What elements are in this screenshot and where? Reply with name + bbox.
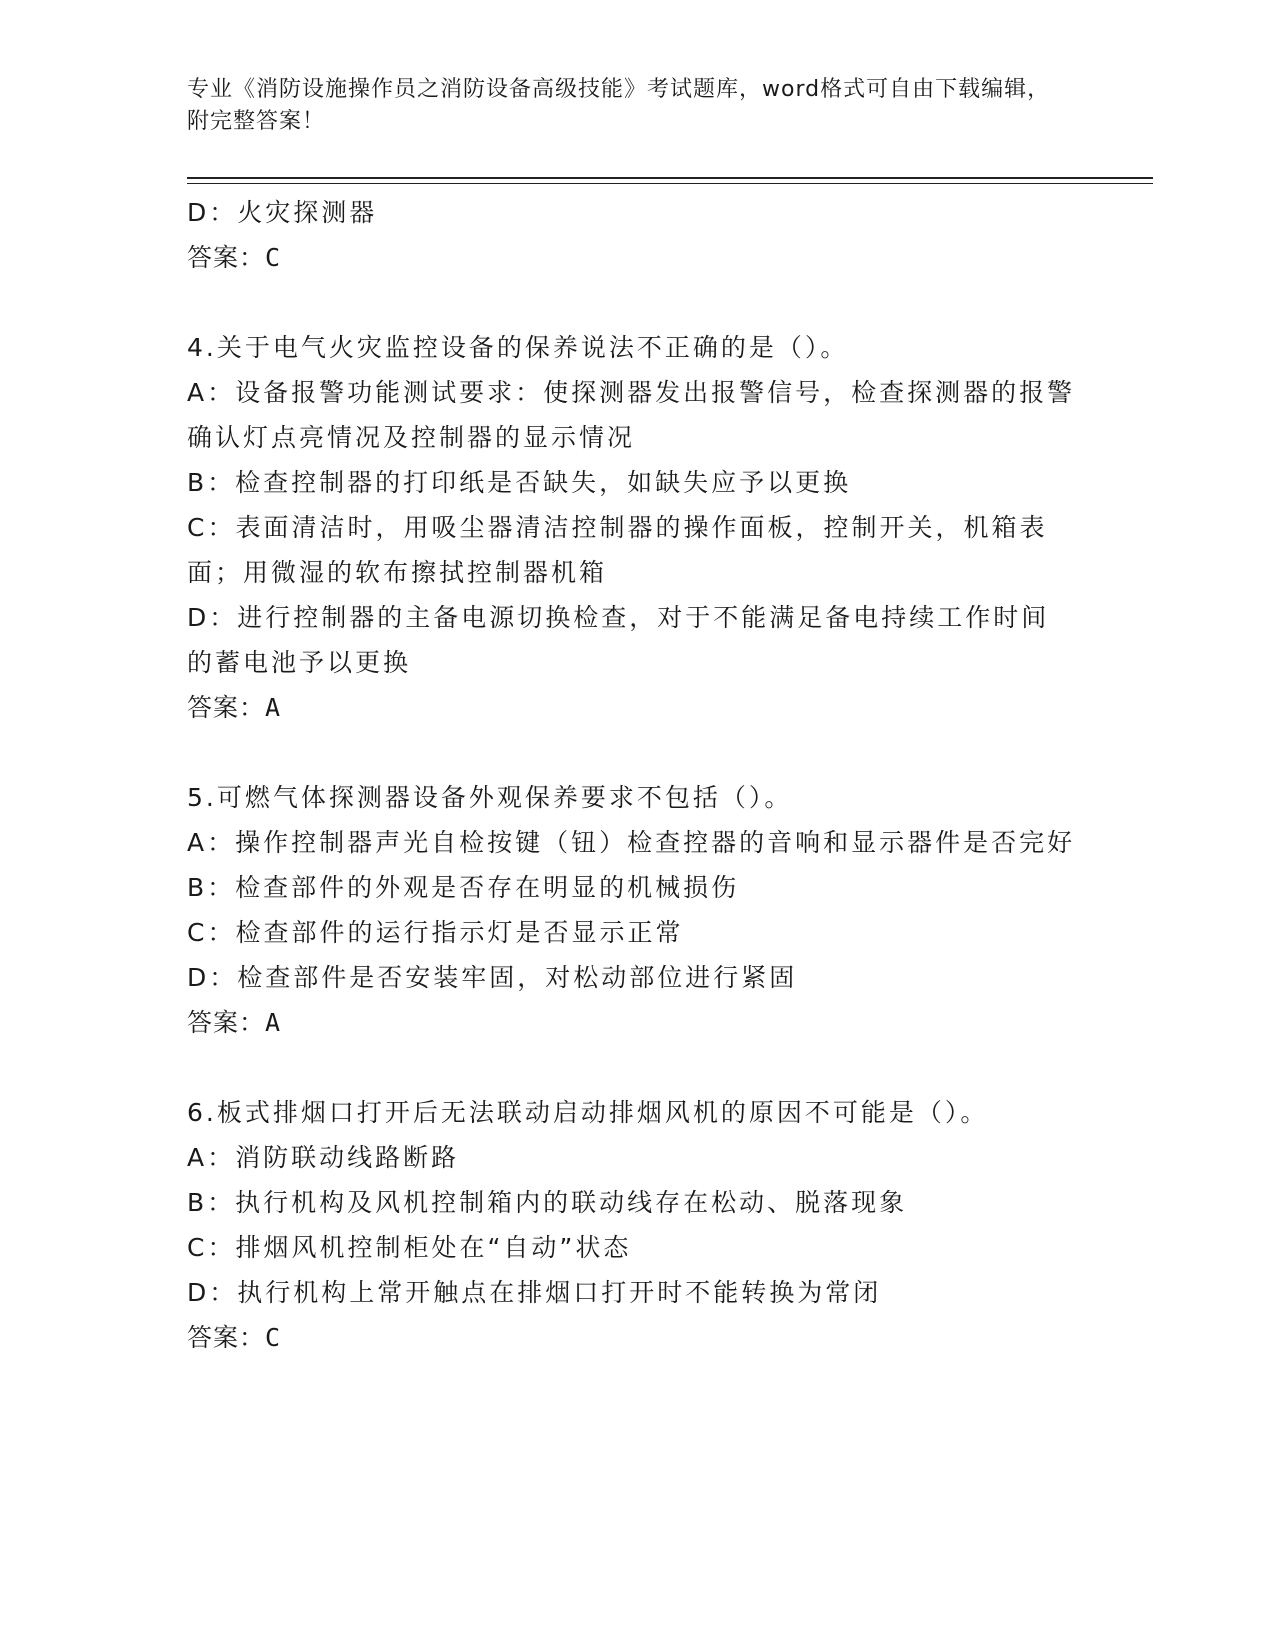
option-b: B：检查部件的外观是否存在明显的机械损伤: [187, 873, 740, 902]
option-a: A：操作控制器声光自检按键（钮）检查控器的音响和显示器件是否完好: [187, 828, 1076, 857]
option-b: B：执行机构及风机控制箱内的联动线存在松动、脱落现象: [187, 1188, 908, 1217]
answer-line: [187, 1315, 1077, 1360]
answer-value: C: [265, 243, 281, 272]
option-d: D：检查部件是否安装牢固，对松动部位进行紧固: [187, 963, 798, 992]
option-a: A：设备报警功能测试要求：使探测器发出报警信号，检查探测器的报警确认灯点亮情况及控制器的显示情况: [187, 378, 1076, 452]
answer-label: 答案：: [187, 1323, 266, 1352]
answer-label: 答案：: [187, 1008, 266, 1037]
option-d: D：执行机构上常开触点在排烟口打开时不能转换为常闭: [187, 1278, 882, 1307]
previous-question-tail: [187, 190, 1077, 280]
answer-value: A: [265, 1008, 281, 1037]
option-c: C：排烟风机控制柜处在“自动”状态: [187, 1233, 632, 1262]
answer-value: C: [265, 1323, 281, 1352]
option-a: A：消防联动线路断路: [187, 1143, 460, 1172]
answer-line: [187, 1000, 1077, 1045]
answer-label: 答案：: [187, 243, 266, 272]
option-c: C：表面清洁时，用吸尘器清洁控制器的操作面板，控制开关，机箱表面；用微湿的软布擦拭控制器机箱: [187, 513, 1048, 587]
question-stem: 4.关于电气火灾监控设备的保养说法不正确的是（）。: [187, 333, 849, 362]
page-header: 专业《消防设施操作员之消防设备高级技能》考试题库，word格式可自由下载编辑，附完整答案！: [187, 77, 1051, 134]
answer-label: 答案：: [187, 693, 266, 722]
answer-value: A: [265, 693, 281, 722]
question-6: [187, 1090, 1077, 1360]
question-5: [187, 775, 1077, 1045]
question-stem: 5.可燃气体探测器设备外观保养要求不包括（）。: [187, 783, 793, 812]
option-d: D：进行控制器的主备电源切换检查，对于不能满足备电持续工作时间的蓄电池予以更换: [187, 603, 1050, 677]
option-d: D：火灾探测器: [187, 198, 378, 227]
question-4: [187, 325, 1077, 730]
question-content: [187, 190, 1077, 1405]
header-divider-thin: [187, 183, 1153, 184]
answer-line: [187, 235, 1077, 280]
question-stem: 6.板式排烟口打开后无法联动启动排烟风机的原因不可能是（）。: [187, 1098, 989, 1127]
answer-line: [187, 685, 1077, 730]
option-b: B：检查控制器的打印纸是否缺失，如缺失应予以更换: [187, 468, 852, 497]
option-c: C：检查部件的运行指示灯是否显示正常: [187, 918, 684, 947]
header-divider-thick: [187, 177, 1153, 179]
